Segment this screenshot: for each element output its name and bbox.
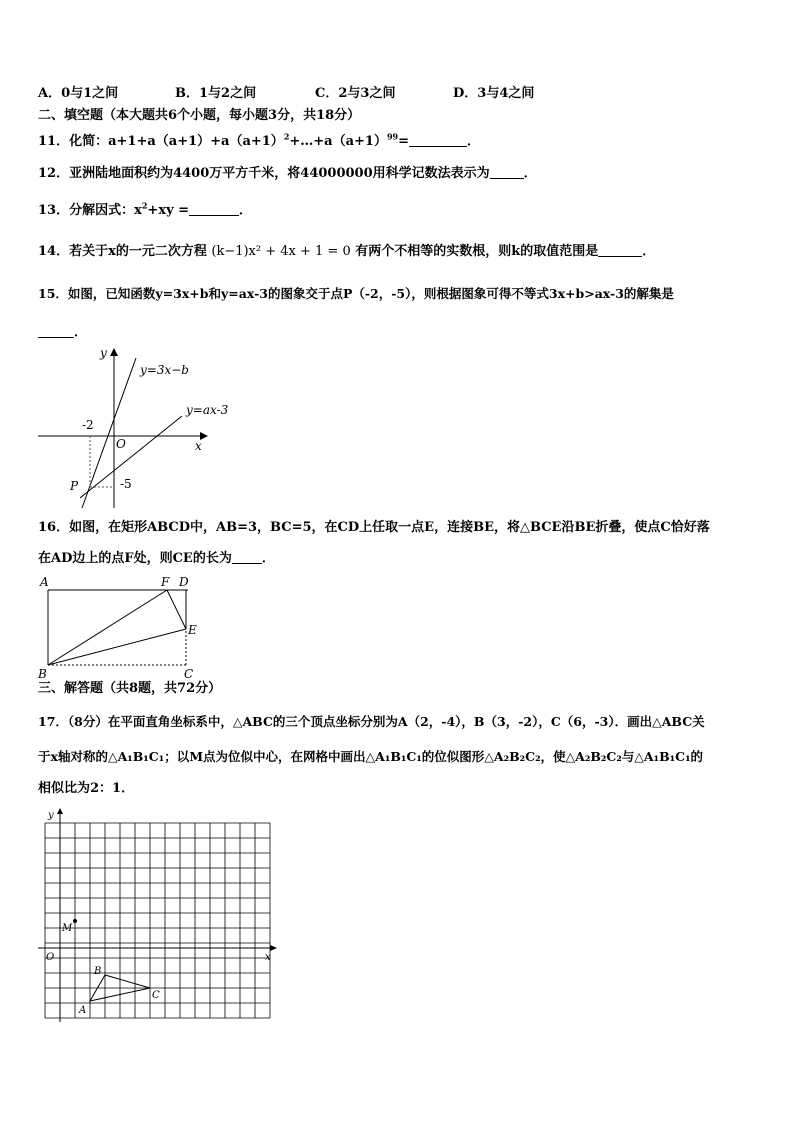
option-b: B．1与2之间 <box>175 86 257 101</box>
q12-text: 12．亚洲陆地面积约为4400万平方千米，将44000000用科学记数法表示为 <box>38 166 490 181</box>
y-axis-arrow <box>110 348 118 356</box>
label-x-axis: x <box>195 439 202 453</box>
option-a: A．0与1之间 <box>38 86 119 101</box>
answer-blank <box>409 133 467 147</box>
label-line-2: y=ax-3 <box>186 403 229 417</box>
label-origin: O <box>116 437 126 451</box>
q13-exp: 2 <box>141 200 148 211</box>
segment-be <box>48 629 186 665</box>
question-11 <box>38 133 480 151</box>
question-17: 17．（8分）在平面直角坐标系中，△ABC的三个顶点坐标分别为A（2，-4），B（3，-2），C（6，-3）．画出△ABC关 <box>38 714 705 729</box>
q13-end: ． <box>239 203 253 218</box>
label-line-1: y=3x−b <box>140 363 189 377</box>
q16-line2-text: 在AD边上的点F处，则CE的长为 <box>38 551 232 566</box>
label-origin: O <box>46 952 55 963</box>
q14-prefix: 14．若关于x的一元二次方程 <box>38 244 207 259</box>
vertex-d: D <box>179 575 189 589</box>
q15-end: ． <box>74 325 88 340</box>
y-axis-arrow <box>57 808 63 814</box>
section2-title: 二、填空题（本大题共6个小题，每小题3分，共18分） <box>38 108 361 123</box>
grid-lines <box>45 823 270 1018</box>
vertex-a: A <box>40 575 49 589</box>
q11-mid: +…+a（a+1） <box>289 134 387 149</box>
option-d: D．3与4之间 <box>453 86 535 101</box>
q16-rectangle-figure <box>36 574 206 684</box>
tick-x-neg2: -2 <box>82 418 94 432</box>
label-c: C <box>152 990 160 1001</box>
q13-prefix: 13．分解因式：x <box>38 203 142 218</box>
q17-coordinate-grid <box>34 808 284 1028</box>
label-y: y <box>48 810 54 821</box>
tick-y-neg5: -5 <box>120 477 132 491</box>
question-15: 15．如图，已知函数y=3x+b和y=ax-3的图象交于点P（-2，-5），则根据图象可得不等式3x+b>ax-3的解集是 <box>38 286 674 301</box>
q14-end: ． <box>642 244 656 259</box>
q11-prefix: 11．化简：a+1+a（a+1）+a（a+1） <box>38 134 284 149</box>
label-m: M <box>62 923 73 934</box>
label-point-p: P <box>70 479 79 493</box>
question-16-line2 <box>38 550 275 568</box>
q14-equation: (k−1)x² + 4x + 1 = 0 <box>211 244 351 259</box>
q12-end: ． <box>523 166 537 181</box>
answer-blank <box>38 324 74 338</box>
vertex-e: E <box>188 623 197 637</box>
vertex-f: F <box>161 575 170 589</box>
answer-blank <box>232 550 262 564</box>
option-c: C．2与3之间 <box>315 86 396 101</box>
point-m <box>73 919 77 923</box>
question-12 <box>38 165 537 183</box>
label-y-axis: y <box>100 346 107 360</box>
label-a: A <box>79 1005 87 1016</box>
q11-exp2: 99 <box>386 131 399 142</box>
q16-end: ． <box>261 551 275 566</box>
vertex-c: C <box>184 667 194 681</box>
question-17-line2: 于x轴对称的△A₁B₁C₁；以M点为位似中心，在网格中画出△A₁B₁C₁的位似图形△A₂B₂C₂，使△A₂B₂C₂与△A₁B₁C₁的 <box>38 749 704 764</box>
q11-suffix: = <box>398 134 410 149</box>
q11-end: ． <box>467 134 481 149</box>
answer-blank <box>598 243 642 257</box>
section3-title: 三、解答题（共8题，共72分） <box>38 681 222 696</box>
q11-exp1: 2 <box>283 131 290 142</box>
vertex-b: B <box>38 667 47 681</box>
q15-function-graph <box>30 340 250 510</box>
question-16: 16．如图，在矩形ABCD中，AB=3，BC=5，在CD上任取一点E，连接BE，将△BCE沿BE折叠，使点C恰好落 <box>38 520 710 535</box>
label-x: x <box>265 952 271 963</box>
segment-fe <box>167 590 186 629</box>
question-14 <box>38 243 655 261</box>
question-13 <box>38 202 252 220</box>
question-17-line3: 相似比为2：1． <box>38 781 135 796</box>
answer-blank <box>490 165 524 179</box>
q13-suffix: +xy = <box>147 203 190 218</box>
label-b: B <box>94 966 102 977</box>
x-axis-arrow <box>270 945 277 951</box>
answer-blank <box>189 202 239 216</box>
segment-bf <box>48 590 167 665</box>
q14-suffix: 有两个不相等的实数根，则k的取值范围是 <box>355 244 599 259</box>
